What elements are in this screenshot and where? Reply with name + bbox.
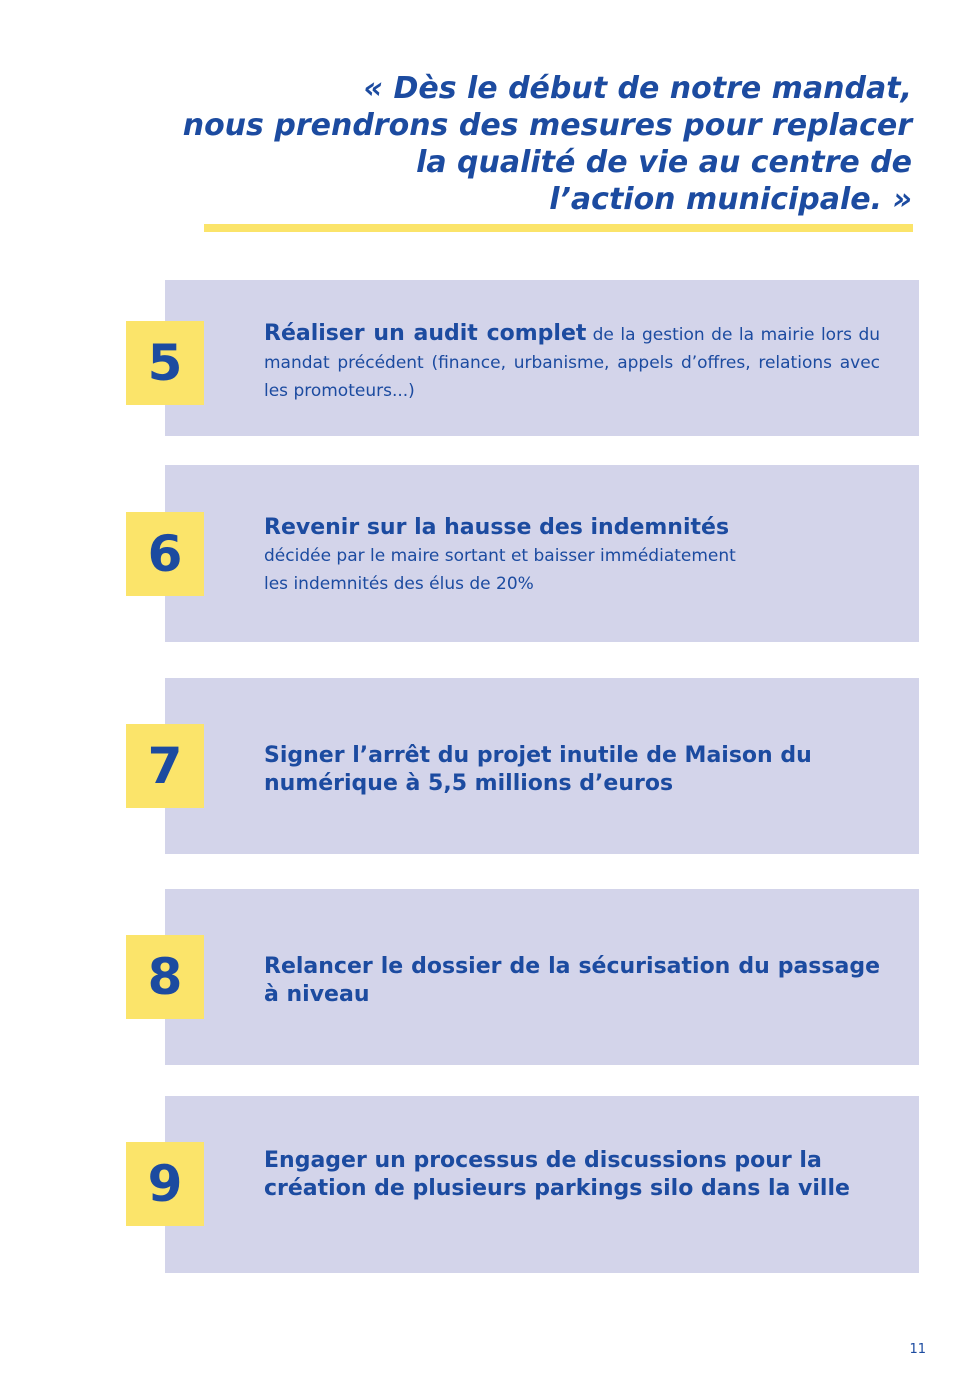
measure-description-line: les indemnités des élus de 20% — [264, 574, 534, 594]
quote-line: nous prendrons des mesures pour replacer — [182, 108, 912, 143]
measure-card-7 — [147, 678, 919, 854]
measure-title: Revenir sur la hausse des indemnités — [264, 515, 730, 540]
quote-underline — [204, 224, 913, 232]
measure-title: Engager un processus de discussions pour la création de plusieurs parkings silo dans la ville — [264, 1148, 850, 1201]
measure-text — [264, 514, 880, 598]
measure-number-badge: 6 — [126, 512, 204, 596]
pull-quote — [152, 70, 912, 218]
measure-card-9 — [147, 1096, 919, 1273]
measure-title: Relancer le dossier de la sécurisation du passage à niveau — [264, 954, 880, 1007]
measure-card-8 — [147, 889, 919, 1065]
quote-line: « Dès le début de notre mandat, — [363, 71, 912, 106]
quote-line: la qualité de vie au centre de — [416, 145, 912, 180]
measure-card-5 — [147, 280, 919, 436]
measure-number-badge: 8 — [126, 935, 204, 1019]
quote-line: l’action municipale. » — [549, 182, 912, 217]
measure-number-badge: 7 — [126, 724, 204, 808]
page-number: 11 — [909, 1342, 926, 1357]
measure-number-badge: 9 — [126, 1142, 204, 1226]
measure-description: de la gestion de la mairie lors du mandat précédent (finance, urbanisme, appels d’offres, relations avec les promoteurs...) — [264, 325, 881, 401]
measure-card-6 — [147, 465, 919, 642]
measure-text — [264, 320, 880, 405]
measure-number-badge: 5 — [126, 321, 204, 405]
measure-title: Réaliser un audit complet — [264, 321, 587, 346]
measure-description-line: décidée par le maire sortant et baisser immédiatement — [264, 546, 736, 566]
measure-title: Signer l’arrêt du projet inutile de Maison du numérique à 5,5 millions d’euros — [264, 743, 812, 796]
